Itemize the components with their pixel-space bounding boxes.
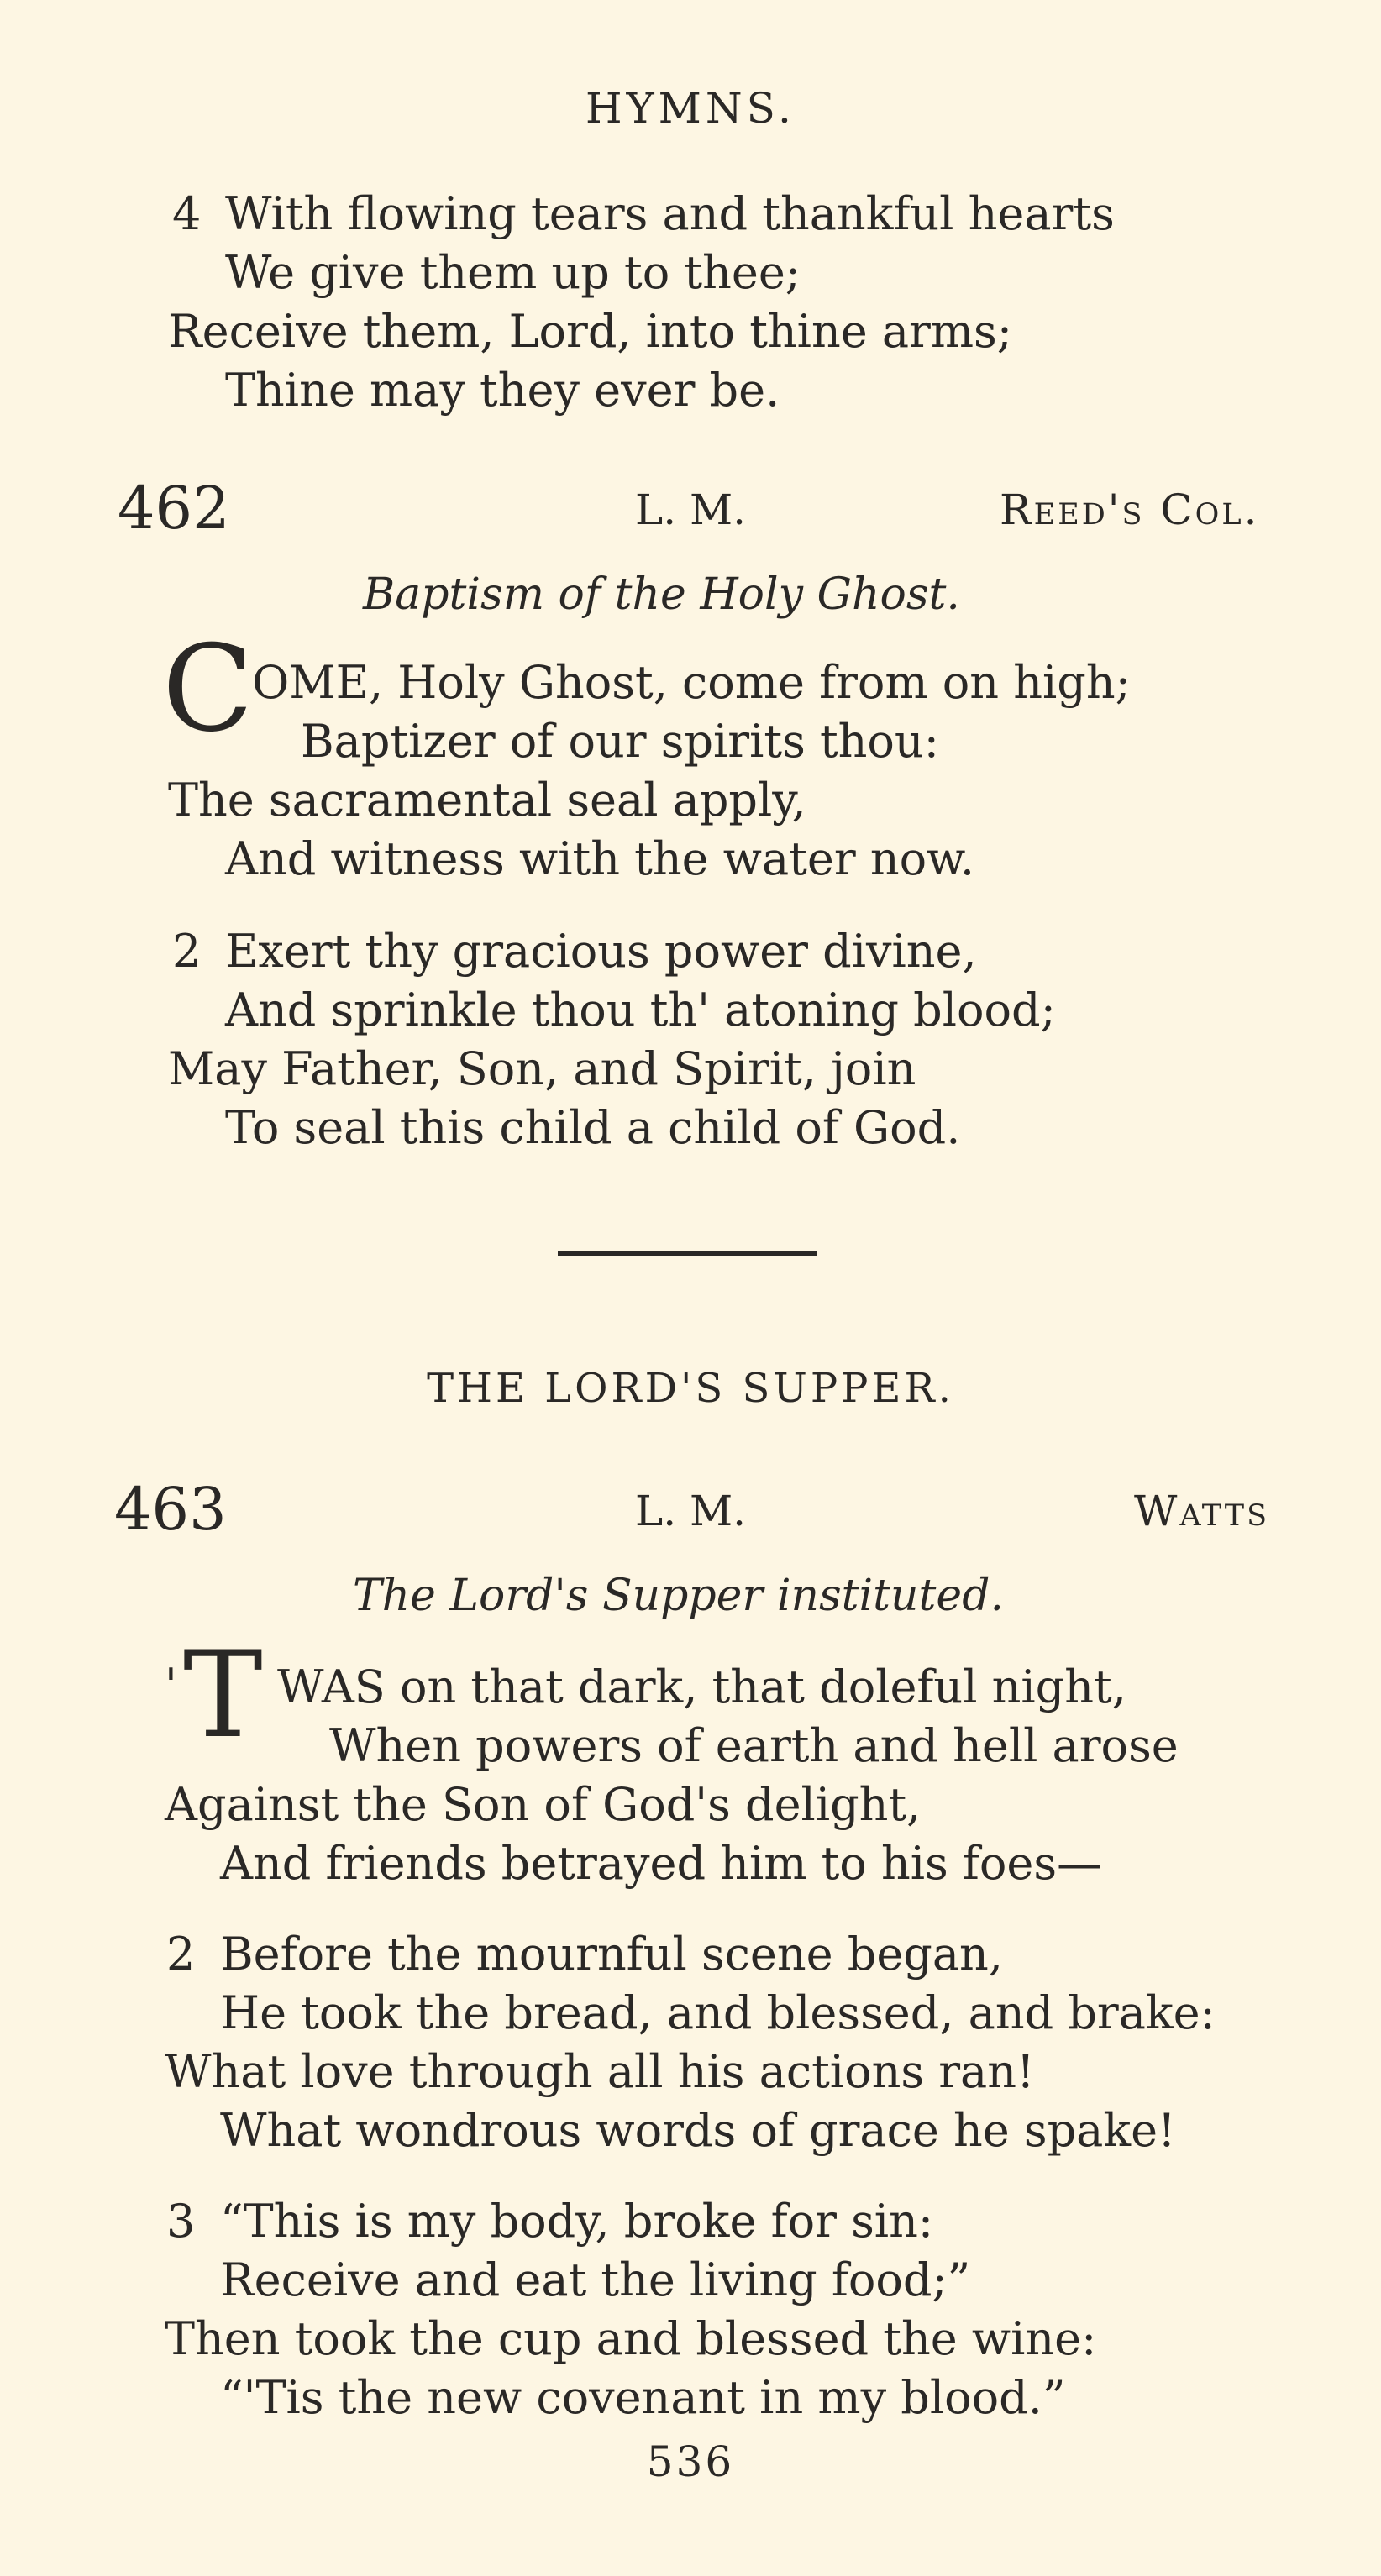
- stanza-number: 2: [172, 925, 202, 978]
- running-head: HYMNS.: [585, 84, 796, 133]
- drop-cap-quote: ': [165, 1659, 177, 1712]
- verse-line: Exert thy gracious power divine,: [225, 925, 977, 978]
- verse-line: What love through all his actions ran!: [165, 2045, 1035, 2098]
- stanza-number: 3: [166, 2195, 196, 2248]
- stanza-number: 2: [166, 1928, 196, 1981]
- verse-line: What wondrous words of grace he spake!: [220, 2104, 1176, 2157]
- verse-line: Receive and eat the living food;”: [220, 2253, 971, 2306]
- hymn-title: The Lord's Supper instituted.: [353, 1571, 1005, 1621]
- section-heading: THE LORD'S SUPPER.: [427, 1365, 954, 1412]
- hymn-source: Watts: [1134, 1487, 1270, 1535]
- verse-line: When powers of earth and hell arose: [329, 1719, 1179, 1772]
- drop-cap: C: [162, 620, 254, 758]
- verse-line: “This is my body, broke for sin:: [220, 2195, 934, 2248]
- verse-line: Against the Son of God's delight,: [165, 1778, 922, 1831]
- hymn-number: 462: [118, 474, 230, 543]
- section-divider: [558, 1251, 817, 1256]
- verse-line: And sprinkle thou th' atoning blood;: [225, 984, 1056, 1036]
- stanza-number: 4: [172, 187, 202, 240]
- verse-line: And witness with the water now.: [225, 832, 975, 885]
- verse-line: Thine may they ever be.: [225, 364, 780, 417]
- drop-cap: T: [183, 1626, 263, 1765]
- page-number: 536: [646, 2437, 735, 2486]
- verse-line: OME, Holy Ghost, come from on high;: [252, 656, 1131, 709]
- verse-line: May Father, Son, and Spirit, join: [168, 1042, 916, 1095]
- hymn-number: 463: [114, 1475, 227, 1544]
- verse-line: With flowing tears and thankful hearts: [225, 187, 1115, 240]
- hymn-source: Reed's Col.: [1000, 485, 1260, 534]
- verse-line: “'Tis the new covenant in my blood.”: [220, 2371, 1066, 2424]
- verse-line: Before the mournful scene began,: [220, 1928, 1004, 1981]
- verse-line: Baptizer of our spirits thou:: [301, 715, 939, 768]
- hymn-meter: L. M.: [635, 1487, 747, 1535]
- hymn-title: Baptism of the Holy Ghost.: [363, 569, 960, 620]
- verse-line: The sacramental seal apply,: [168, 774, 806, 826]
- verse-line: We give them up to thee;: [225, 246, 801, 299]
- hymn-meter: L. M.: [635, 485, 747, 534]
- verse-line: Receive them, Lord, into thine arms;: [168, 305, 1012, 358]
- verse-line: He took the bread, and blessed, and brake:: [220, 1986, 1216, 2039]
- verse-line: And friends betrayed him to his foes—: [220, 1837, 1103, 1890]
- verse-line: To seal this child a child of God.: [225, 1101, 961, 1154]
- verse-line: Then took the cup and blessed the wine:: [165, 2312, 1097, 2365]
- verse-line: WAS on that dark, that doleful night,: [277, 1660, 1126, 1713]
